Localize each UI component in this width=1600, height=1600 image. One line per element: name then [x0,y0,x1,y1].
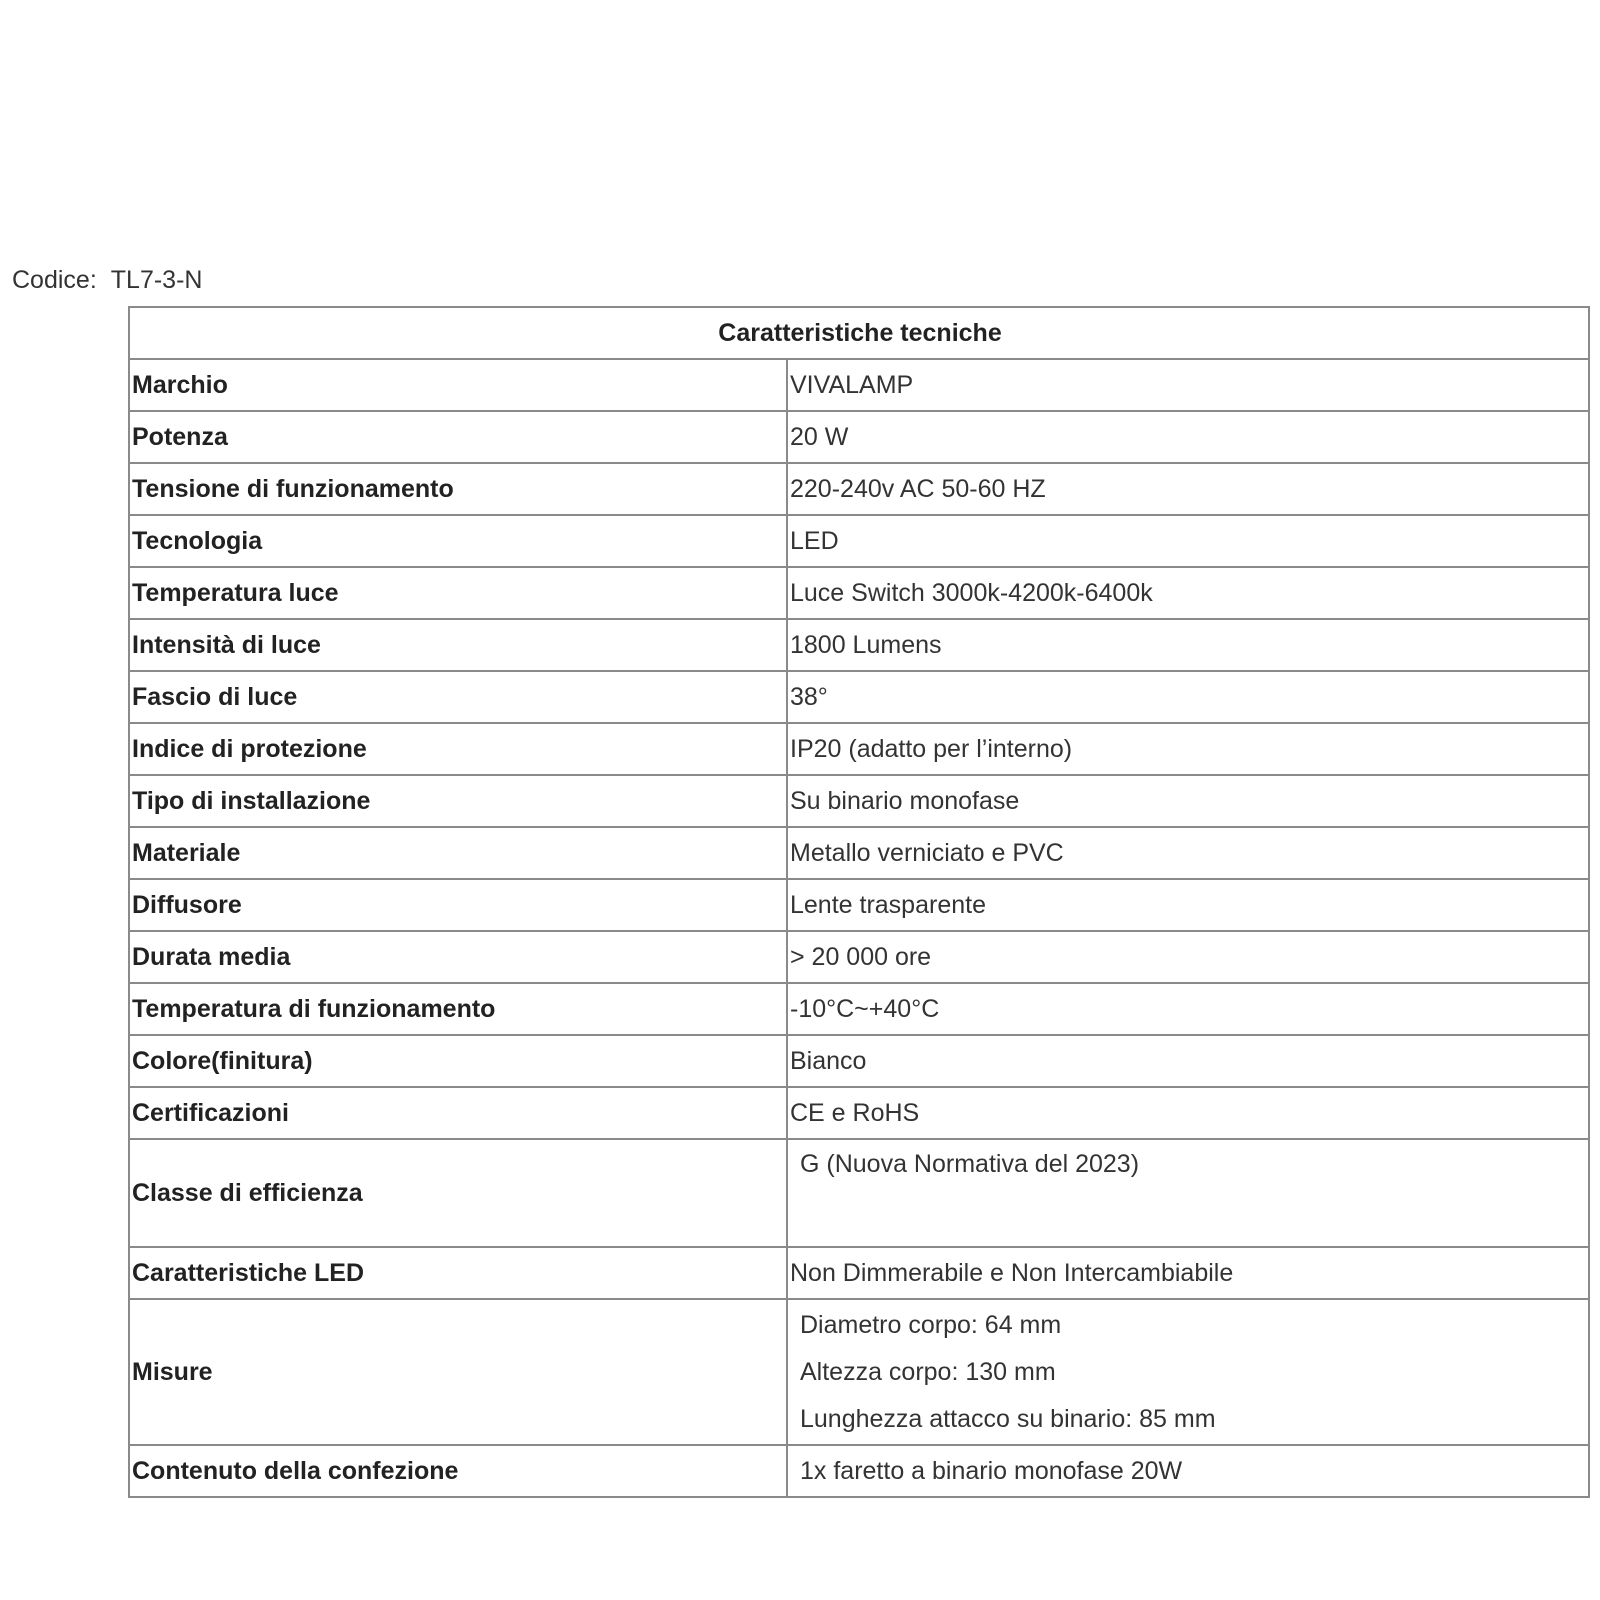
table-row [129,515,1589,567]
row-value: 20 W [787,411,1589,463]
row-label: Durata media [129,931,787,983]
row-value: 1x faretto a binario monofase 20W [787,1445,1589,1497]
row-value: 38° [787,671,1589,723]
measure-track-length: Lunghezza attacco su binario: 85 mm [800,1404,1216,1433]
row-label: Diffusore [129,879,787,931]
row-value: IP20 (adatto per l’interno) [787,723,1589,775]
row-label: Contenuto della confezione [129,1445,787,1497]
table-row [129,983,1589,1035]
row-value: Lente trasparente [787,879,1589,931]
product-code [12,266,202,295]
table-row [129,931,1589,983]
row-label: Misure [129,1299,787,1445]
row-label: Intensità di luce [129,619,787,671]
specs-table-title: Caratteristiche tecniche [129,307,1589,359]
row-value: -10°C~+40°C [787,983,1589,1035]
row-value: > 20 000 ore [787,931,1589,983]
row-label: Materiale [129,827,787,879]
table-row [129,1445,1589,1497]
measure-height: Altezza corpo: 130 mm [800,1357,1056,1386]
table-row [129,1139,1589,1247]
table-row [129,775,1589,827]
specs-table [128,306,1590,1498]
row-value: Su binario monofase [787,775,1589,827]
table-row [129,723,1589,775]
row-value: Metallo verniciato e PVC [787,827,1589,879]
row-value: 220-240v AC 50-60 HZ [787,463,1589,515]
table-row [129,671,1589,723]
row-label: Temperatura luce [129,567,787,619]
table-row [129,411,1589,463]
row-value: Non Dimmerabile e Non Intercambiabile [787,1247,1589,1299]
row-value: Luce Switch 3000k-4200k-6400k [787,567,1589,619]
row-value: G (Nuova Normativa del 2023) [787,1139,1589,1247]
table-row [129,879,1589,931]
row-value: CE e RoHS [787,1087,1589,1139]
row-label: Caratteristiche LED [129,1247,787,1299]
row-value: LED [787,515,1589,567]
row-label: Tecnologia [129,515,787,567]
product-code-label: Codice: [12,266,97,294]
table-row [129,1299,1589,1445]
row-label: Colore(finitura) [129,1035,787,1087]
row-label: Tensione di funzionamento [129,463,787,515]
row-label: Certificazioni [129,1087,787,1139]
row-value: VIVALAMP [787,359,1589,411]
row-label: Classe di efficienza [129,1139,787,1247]
row-value: Bianco [787,1035,1589,1087]
table-row [129,827,1589,879]
row-label: Marchio [129,359,787,411]
row-label: Temperatura di funzionamento [129,983,787,1035]
measure-diameter: Diametro corpo: 64 mm [800,1310,1062,1339]
product-code-value: TL7-3-N [110,266,203,294]
table-row [129,463,1589,515]
table-row [129,1247,1589,1299]
table-row [129,359,1589,411]
table-row [129,1035,1589,1087]
table-row [129,619,1589,671]
row-value-list [787,1299,1589,1445]
table-row [129,567,1589,619]
row-label: Indice di protezione [129,723,787,775]
row-value: 1800 Lumens [787,619,1589,671]
table-row [129,1087,1589,1139]
row-label: Fascio di luce [129,671,787,723]
row-label: Potenza [129,411,787,463]
row-label: Tipo di installazione [129,775,787,827]
